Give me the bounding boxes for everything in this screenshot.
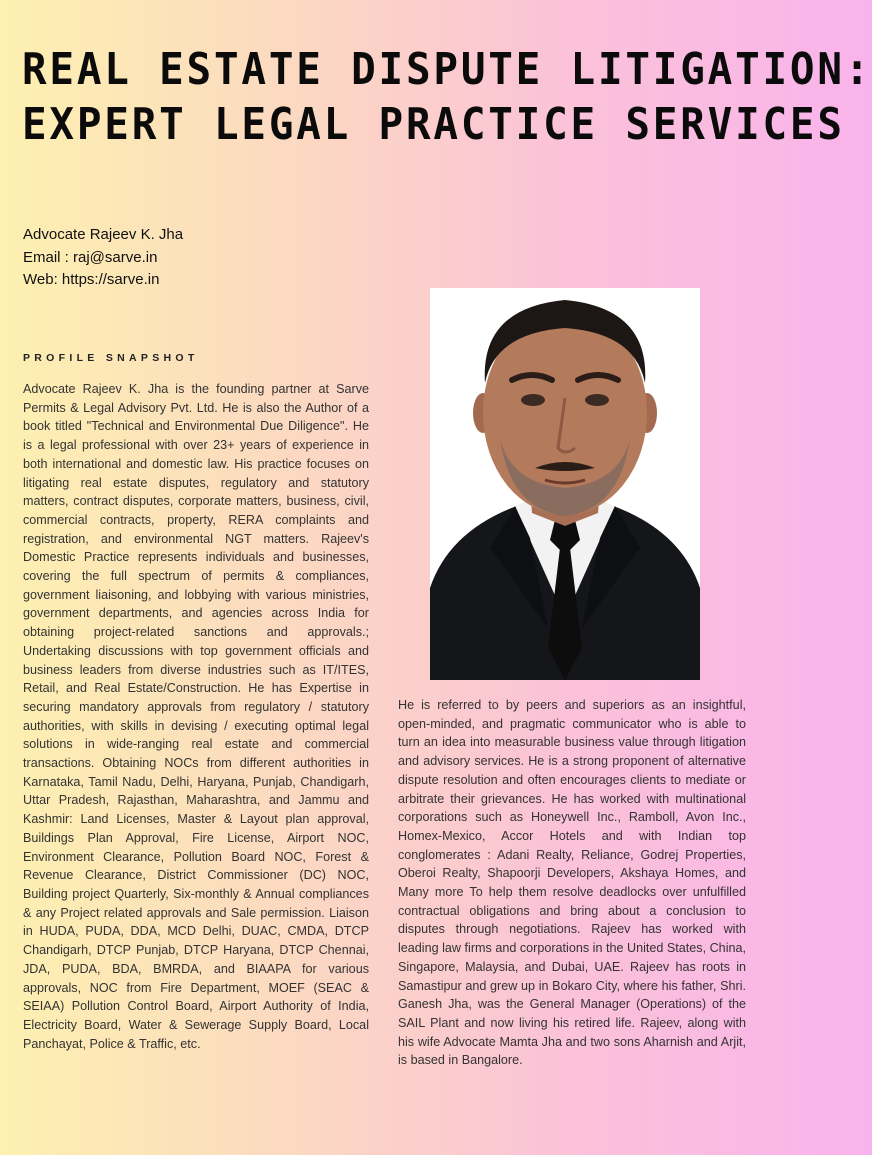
page-title-line-1: REAL ESTATE DISPUTE LITIGATION: bbox=[22, 44, 872, 95]
contact-block bbox=[23, 224, 183, 292]
author-name: Advocate Rajeev K. Jha bbox=[23, 226, 184, 243]
portrait-photo bbox=[430, 288, 700, 680]
page-title bbox=[22, 42, 872, 152]
page-title-line-2: EXPERT LEGAL PRACTICE SERVICES bbox=[22, 99, 845, 150]
profile-text-right: He is referred to by peers and superiors as an insightful, open-minded, and pragmatic communicator who is able to turn an idea into measurable business value through litigation and advisory services. He is a strong proponent of alternative dispute resolution and often encourages clients to mediate or arbitrate their grievances. He has worked with multinational corporations such as Honeywell Inc., Ramboll, Avon Inc., Homex-Mexico, Accor Hotels and with Indian top conglomerates : Adani Realty, Reliance, Godrej Properties, Oberoi Realty, Shapoorji Developers, Akshaya Homes, and Many more To help them resolve deadlocks over unfulfilled contractual obligations and bring about a conclusion to disputes through negotiations. Rajeev has worked with leading law firms and corporations in the United States, China, Singapore, Malaysia, and Dubai, UAE. Rajeev has roots in Samastipur and grew up in Bokaro City, where his father, Shri. Ganesh Jha, was the General Manager (Operations) of the SAIL Plant and now living his retired life. Rajeev, along with his wife Advocate Mamta Jha and two sons Aharnish and Arjit, is based in Bangalore. bbox=[398, 698, 746, 1068]
profile-text-left: Advocate Rajeev K. Jha is the founding partner at Sarve Permits & Legal Advisory Pvt. Ltd. He is also the Author of a book titled "Technical and Environmental Due Diligence". He is a legal professional with over 23+ years of experience in both international and domestic law. His practice focuses on litigating real estate disputes, regulatory and statutory matters, contract disputes, corporate matters, business, civil, commercial contracts, property, RERA complaints and registration, and environmental NGT matters. Rajeev's Domestic Practice represents individuals and businesses, covering the full spectrum of permits & compliances, government liaisoning, and lobbying with various ministries, government departments, and agencies across India for obtaining project-related sanctions and approvals.; Undertaking discussions with top government officials and business leaders from diverse industries such as IT/ITES, Retail, and Real Estate/Construction. He has Expertise in securing mandatory approvals from regulatory / statutory authorities, with skills in devising / executing optimal legal solutions in wide-ranging real estate and commercial transactions. Obtaining NOCs from different authorities in Karnataka, Tamil Nadu, Delhi, Haryana, Punjab, Chandigarh, Uttar Pradesh, Rajasthan, Maharashtra, and Jammu and Kashmir: Land Licenses, Master & Layout plan approval, Buildings Plan Approval, Fire License, Airport NOC, Environment Clearance, Pollution Board NOC, Forest & Revenue Clearance, District Commissioner (DC) NOC, Building project Quarterly, Six-monthly & Annual compliances & any Project related approvals and Sale permission. Liaison in HUDA, PUDA, DDA, MCD Delhi, DUAC, CMDA, DTCP Chandigarh, DTCP Punjab, DTCP Haryana, DTCP Chennai, JDA, PUDA, BDA, BMRDA, and BIAAPA for various approvals, NOC from Fire Department, MOEF (SEAC & SEIAA) Pollution Control Board, Airport Authority of India, Electricity Board, Water & Sewerage Supply Board, Local Panchayat, Police & Traffic, etc. bbox=[23, 382, 369, 1051]
section-heading: PROFILE SNAPSHOT bbox=[23, 352, 199, 364]
portrait-illustration bbox=[430, 288, 700, 680]
website-text[interactable]: Web: https://sarve.in bbox=[23, 271, 160, 288]
email-text[interactable]: Email : raj@sarve.in bbox=[23, 248, 158, 266]
